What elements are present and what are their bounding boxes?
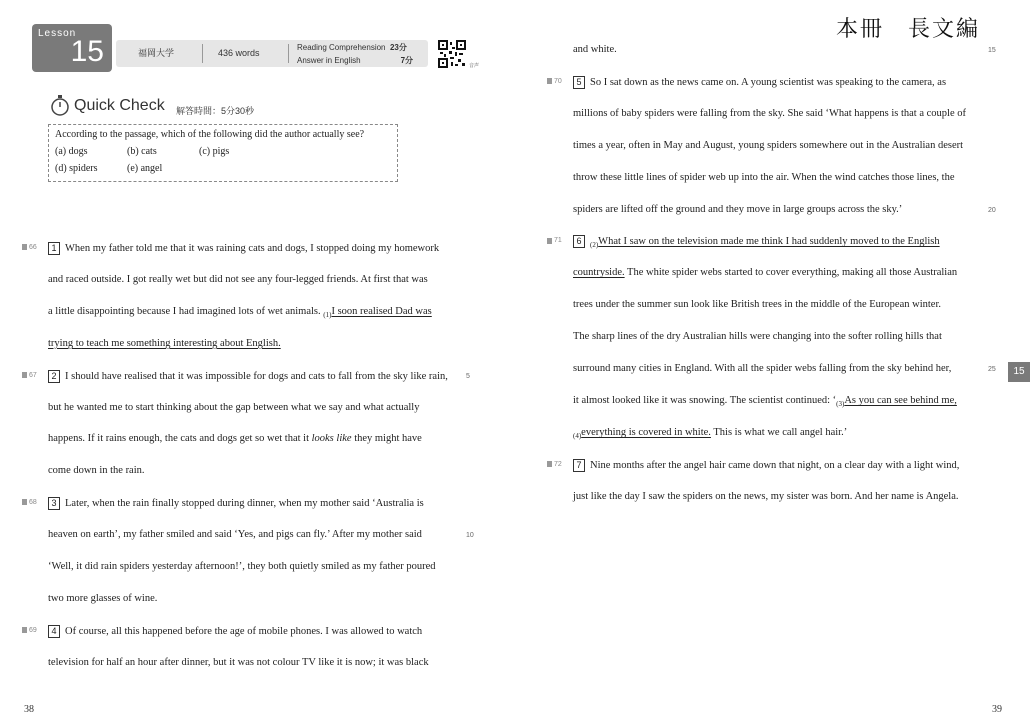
line-text: The sharp lines of the dry Australian hills were changing into the softer rolling hills that xyxy=(573,331,942,343)
line-text: times a year, often in May and August, young spiders somewhere out in the Australian desert xyxy=(573,139,964,151)
time-allocation xyxy=(297,42,413,66)
line-text: and raced outside. I got really wet but did not see any four-legged friends. At first that was xyxy=(48,273,428,285)
line-text: happens. If it rains enough, the cats and dogs get so wet that it xyxy=(48,433,312,445)
text-line xyxy=(573,331,942,342)
underlined-text: everything is covered in white. xyxy=(581,426,711,438)
answer-label: Answer in English xyxy=(297,56,361,65)
line-text: millions of baby spiders were falling from the sky. She said ‘What happens is that a couple of xyxy=(573,107,966,119)
text-line xyxy=(48,306,432,319)
text-line xyxy=(48,370,448,383)
book-title: 本冊 長文編 xyxy=(836,17,981,42)
text-line xyxy=(573,363,951,374)
text-line xyxy=(573,395,957,408)
underline-marker: (3) xyxy=(836,399,845,408)
audio-track-icon[interactable] xyxy=(547,78,562,85)
underlined-text: As you can see behind me, xyxy=(844,394,957,406)
audio-track-icon[interactable] xyxy=(22,372,37,379)
line-text: When my father told me that it was raining cats and dogs, I stopped doing my homework xyxy=(65,243,440,254)
paragraph-number: 3 xyxy=(48,497,60,510)
underline-marker: (2) xyxy=(590,241,599,250)
underlined-text: trying to teach me something interesting about English. xyxy=(48,337,281,349)
line-number: 20 xyxy=(988,206,996,214)
line-text: This is what we call angel hair.’ xyxy=(710,426,848,438)
underlined-text: What I saw on the television made me think I had suddenly moved to the English xyxy=(598,236,940,248)
stopwatch-icon xyxy=(50,94,70,116)
text-line xyxy=(48,274,428,285)
underline-marker: (1) xyxy=(323,310,332,319)
audio-track-icon[interactable] xyxy=(22,499,37,506)
underlined-text: countryside. xyxy=(573,267,625,279)
right-page xyxy=(516,0,1032,728)
line-text: a little disappointing because I had imagined lots of wet animals. xyxy=(48,305,324,317)
line-text: but he wanted me to start thinking about the gap between what we say and what actually xyxy=(48,401,420,413)
text-line xyxy=(573,140,963,151)
reading-time: 23分 xyxy=(389,43,407,52)
audio-track-icon[interactable] xyxy=(22,244,37,251)
track-number: 68 xyxy=(29,499,37,507)
text-line xyxy=(48,529,422,540)
line-text: television for half an hour after dinner, but it was not colour TV like it is now; it was black xyxy=(48,656,429,668)
paragraph-number: 7 xyxy=(573,459,585,472)
line-text: Nine months after the angel hair came down that night, on a clear day with a light wind, xyxy=(590,459,960,471)
paragraph-number: 1 xyxy=(48,242,60,255)
line-text: So I sat down as the news came on. A young scientist was speaking to the camera, as xyxy=(590,76,947,88)
line-text: trees under the summer sun look like British trees in the middle of the European winter. xyxy=(573,299,941,311)
text-line xyxy=(573,235,940,249)
line-text: just like the day I saw the spiders on the news, my sister was born. And her name is Angela. xyxy=(573,490,959,502)
option-b: (b) cats xyxy=(127,146,157,157)
quick-check-question: According to the passage, which of the following did the author actually see? xyxy=(55,129,365,140)
text-line xyxy=(48,433,422,444)
text-line xyxy=(48,593,157,604)
text-line xyxy=(573,459,959,472)
line-text: throw these little lines of spider web up into the air. When the wind catches those lines, the xyxy=(573,171,955,183)
lesson-side-tab: 15 xyxy=(1008,362,1030,382)
paragraph-number: 6 xyxy=(573,235,585,248)
text-line xyxy=(48,561,436,572)
text-line xyxy=(573,204,902,215)
line-number: 10 xyxy=(466,532,474,540)
lesson-number: 15 xyxy=(70,35,104,68)
option-a: (a) dogs xyxy=(55,146,88,157)
line-text: and white. xyxy=(573,44,617,55)
text-line xyxy=(48,657,429,668)
line-text: surround many cities in England. With all the spider webs falling from the sky behind her, xyxy=(573,363,952,374)
audio-track-icon[interactable] xyxy=(547,237,562,244)
track-number: 66 xyxy=(29,244,37,251)
text-line xyxy=(48,497,424,510)
option-e: (e) angel xyxy=(127,163,163,174)
line-text: Of course, all this happened before the age of mobile phones. I was allowed to watch xyxy=(65,625,423,637)
option-d: (d) spiders xyxy=(55,163,98,174)
text-line xyxy=(573,267,957,278)
line-text: come down in the rain. xyxy=(48,465,145,477)
text-line xyxy=(48,402,419,413)
page-number-left: 38 xyxy=(24,704,34,715)
audio-track-icon[interactable] xyxy=(22,627,37,634)
text-line xyxy=(573,172,955,183)
line-text: ‘Well, it did rain spiders yesterday afternoon!’, they both quietly smiled as my father poured xyxy=(48,561,436,572)
line-text: two more glasses of wine. xyxy=(48,592,158,604)
qr-caption: 音声 xyxy=(469,63,480,69)
university-name: 福岡大学 xyxy=(138,48,175,58)
line-text: it almost looked like it was snowing. The scientist continued: ‘ xyxy=(573,394,837,406)
lesson-badge xyxy=(32,24,112,72)
reading-label: Reading Comprehension xyxy=(297,43,386,52)
underlined-text: I soon realised Dad was xyxy=(331,305,432,317)
line-number: 5 xyxy=(466,372,470,380)
line-text: I should have realised that it was impossible for dogs and cats to fall from the sky like rain, xyxy=(65,370,448,382)
audio-track-icon[interactable] xyxy=(547,461,562,468)
text-line xyxy=(573,76,946,89)
text-line xyxy=(573,108,966,119)
line-text: heaven on earth’, my father smiled and said ‘Yes, and pigs can fly.’ After my mother said xyxy=(48,529,422,541)
lesson-info-bar xyxy=(116,40,428,67)
text-line xyxy=(573,44,617,55)
line-text: they might have xyxy=(351,433,422,445)
paragraph-number: 2 xyxy=(48,370,60,383)
text-line xyxy=(48,625,422,638)
quick-check-title: Quick Check xyxy=(74,97,165,114)
line-text: The white spider webs started to cover everything, making all those Australian xyxy=(624,267,958,279)
track-number: 72 xyxy=(554,460,562,468)
text-line xyxy=(48,465,145,476)
line-number: 15 xyxy=(988,47,996,54)
word-count: 436 words xyxy=(218,48,260,58)
quick-check-box xyxy=(48,124,398,182)
paragraph-number: 5 xyxy=(573,76,585,89)
text-line xyxy=(573,427,847,440)
line-text: spiders are lifted off the ground and they move in large groups across the sky.’ xyxy=(573,203,903,215)
answer-time: 7分 xyxy=(400,56,414,65)
option-c: (c) pigs xyxy=(199,146,230,157)
text-line xyxy=(573,299,941,310)
track-number: 69 xyxy=(29,626,37,634)
paragraph-number: 4 xyxy=(48,625,60,638)
underline-marker: (4) xyxy=(573,431,582,440)
lesson-label: Lesson xyxy=(38,28,77,39)
line-text: Later, when the rain finally stopped during dinner, when my mother said ‘Australia is xyxy=(65,498,424,510)
text-line xyxy=(48,338,281,349)
text-line xyxy=(573,491,959,502)
quick-check-time: 解答時間：5分30秒 xyxy=(176,106,255,116)
track-number: 67 xyxy=(29,371,37,379)
page-number-right: 39 xyxy=(992,704,1002,715)
text-line xyxy=(48,242,439,255)
italic-text: looks like xyxy=(311,433,352,445)
track-number: 71 xyxy=(554,237,562,245)
track-number: 70 xyxy=(554,77,562,85)
line-number: 25 xyxy=(988,366,996,373)
qr-code-icon[interactable] xyxy=(438,40,466,68)
